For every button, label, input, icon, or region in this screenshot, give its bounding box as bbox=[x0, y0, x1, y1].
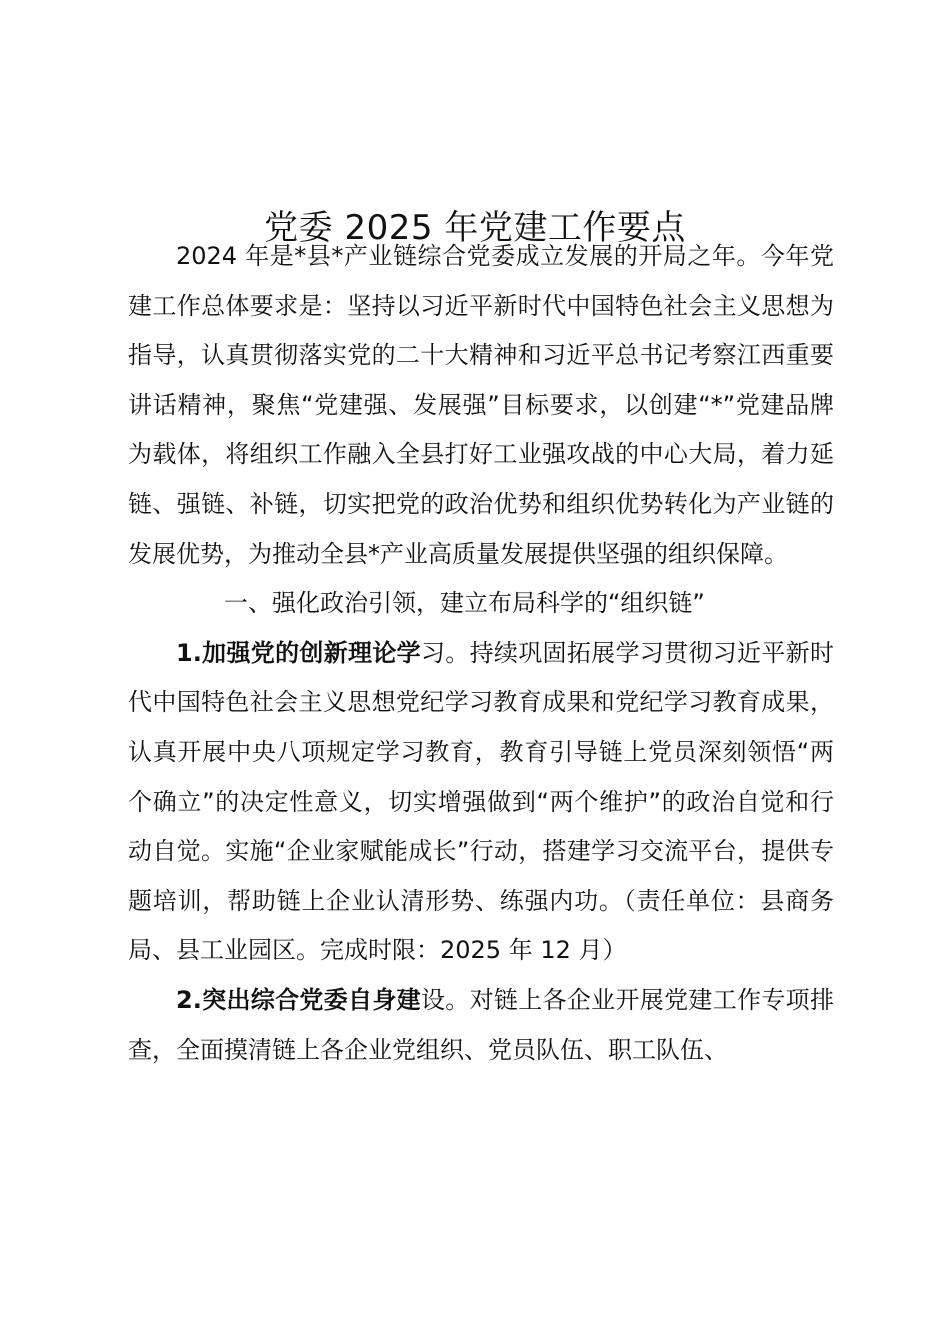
document-body bbox=[128, 232, 834, 1075]
item-1-lead: 1.加强党的创新理论学 bbox=[176, 638, 421, 667]
item-2-lead: 2.突出综合党委自身建 bbox=[176, 985, 421, 1014]
item-paragraph-1 bbox=[128, 629, 834, 976]
section-heading-1 bbox=[128, 579, 834, 629]
document-title: 党委 2025 年党建工作要点 bbox=[264, 207, 686, 248]
item-paragraph-2 bbox=[128, 976, 834, 1075]
intro-paragraph: 2024 年是*县*产业链综合党委成立发展的开局之年。今年党建工作总体要求是：坚持以习近平新时代中国特色社会主义思想为指导，认真贯彻落实党的二十大精神和习近平总书记考察江西重要讲话精神，聚焦“党建强、发展强”目标要求，以创建“*”党建品牌为载体，将组织工作融入全县打好工业强攻战的中心大局，着力延链、强链、补链，切实把党的政治优势和组织优势转化为产业链的发展优势，为推动全县*产业高质量发展提供坚强的组织保障。 bbox=[128, 242, 834, 568]
item-2-text: 设。对链上各企业开展党建工作专项排查，全面摸清链上各企业党组织、党员队伍、职工队伍、 bbox=[128, 985, 834, 1064]
section-heading-1-text: 一、强化政治引领，建立布局科学的“组织链” bbox=[224, 589, 705, 618]
item-1-text: 习。持续巩固拓展学习贯彻习近平新时代中国特色社会主义思想党纪学习教育成果和党纪学习教育成果，认真开展中央八项规定学习教育，教育引导链上党员深刻领悟“两个确立”的决定性意义，切实增强做到“两个维护”的政治自觉和行动自觉。实施“企业家赋能成长”行动，搭建学习交流平台，提供专题培训，帮助链上企业认清形势、练强内功。（责任单位：县商务局、县工业园区。完成时限：2025 年 12 月） bbox=[128, 638, 834, 965]
